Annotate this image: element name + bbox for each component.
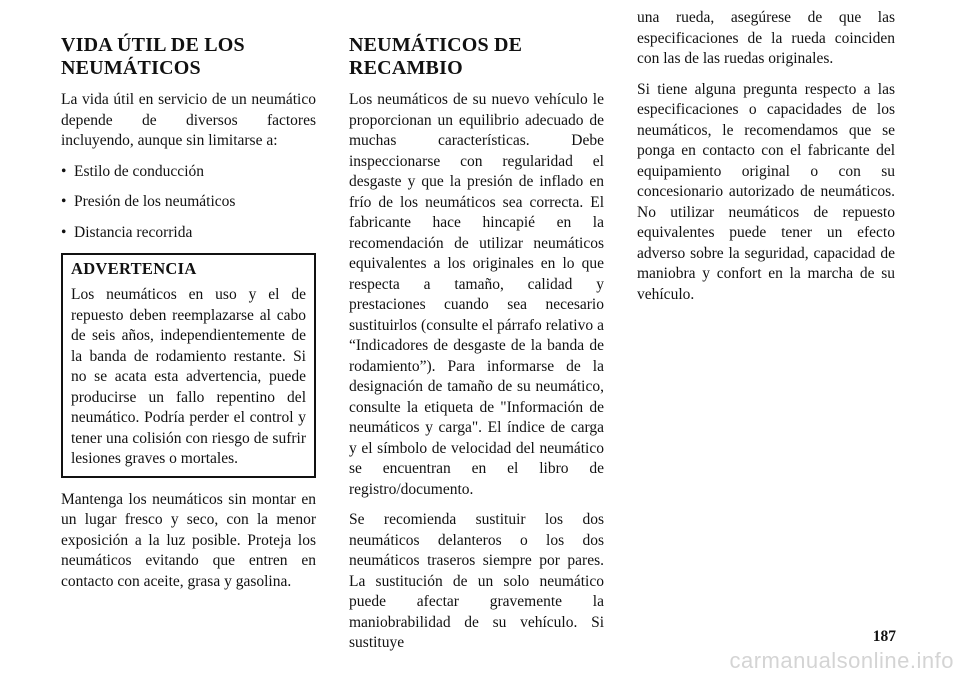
- list-item: • Presión de los neumáticos: [61, 192, 316, 213]
- column-tire-life: [61, 34, 316, 602]
- warning-title: ADVERTENCIA: [71, 259, 197, 278]
- tire-life-intro: La vida útil en servicio de un neumático depende de diversos factores incluyendo, aunque sin limitarse a:: [61, 91, 316, 149]
- storage-paragraph: Mantenga los neumáticos sin montar en un lugar fresco y seco, con la menor exposición a la luz posible. Proteja los neumáticos evitando que entren en contacto con aceite, grasa y gasolina.: [61, 490, 316, 590]
- heading-replacement-tires: NEUMÁTICOS DE RECAMBIO: [349, 34, 523, 79]
- continuation-paragraph-1: una rueda, asegúrese de que las especificaciones de la rueda coinciden con las de las ruedas originales.: [637, 9, 895, 67]
- replacement-paragraph-1: Los neumáticos de su nuevo vehículo le proporcionan un equilibrio adecuado de muchas características. Debe inspeccionarse con regularidad el desgaste y que la presión de inflado en frío de los neumáticos sea correcta. El fabricante hace hincapié en la recomendación de utilizar neumáticos equivalentes a los originales en lo que respecta a tamaño, calidad y prestaciones cuando sea necesario sustituirlos (consulte el párrafo relativo a “Indicadores de desgaste de la banda de rodamiento”). Para informarse de la designación de tamaño de su neumático, consulte la etiqueta de "Información de neumáticos y carga". El índice de carga y el símbolo de velocidad del neumático se encuentran en el libro de registro/documento.: [349, 91, 604, 498]
- column-continuation: [637, 8, 895, 315]
- replacement-paragraph-2: Se recomienda sustituir los dos neumáticos delanteros o los dos neumáticos traseros siempre por pares. La sustitución de un solo neumático puede afectar gravemente la maniobrabilidad de su vehículo. Si sustituye: [349, 511, 604, 651]
- warning-box: [61, 253, 316, 478]
- warning-text: Los neumáticos en uso y el de repuesto deben reemplazarse al cabo de seis años, independientemente de la banda de rodamiento restante. Si no se acata esta advertencia, puede producirse un fallo repentino del neumático. Podría perder el control y tener una colisión con riesgo de sufrir lesiones graves o mortales.: [71, 286, 306, 467]
- heading-tire-life: VIDA ÚTIL DE LOS NEUMÁTICOS: [61, 34, 245, 79]
- list-item: • Estilo de conducción: [61, 162, 316, 183]
- list-item: • Distancia recorrida: [61, 223, 316, 244]
- tire-life-factors-list: [61, 162, 316, 244]
- continuation-paragraph-2: Si tiene alguna pregunta respecto a las especificaciones o capacidades de los neumáticos, le recomendamos que se ponga en contacto con el fabricante del equipamiento original o con su concesionario autorizado de neumáticos. No utilizar neumáticos de repuesto equivalentes puede tener un efecto adverso sobre la seguridad, capacidad de maniobra y confort en la marcha de su vehículo.: [637, 80, 895, 303]
- watermark: carmanualsonline.info: [729, 648, 954, 673]
- column-replacement-tires: [349, 34, 604, 664]
- page-number: 187: [872, 628, 896, 645]
